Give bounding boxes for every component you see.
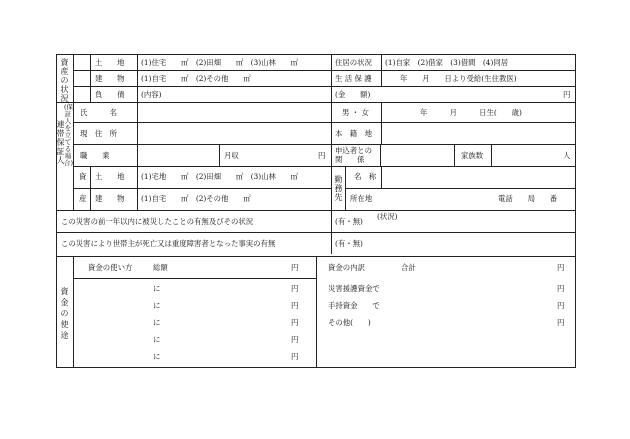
debt-content: (内容): [141, 90, 162, 99]
land-value: (1)住宅 ㎡ (2)田畑 ㎡ (3)山林 ㎡: [141, 58, 299, 67]
usage-ni-4: に: [153, 335, 161, 344]
job-label: 職 業: [80, 151, 110, 160]
sum-yen: 円: [557, 263, 565, 272]
disaster-q1-status: (状況): [377, 212, 398, 221]
usage-yen-2: 円: [291, 301, 299, 310]
relation-label: 申込者との関 係: [335, 146, 372, 164]
breakdown-header: 資金の内訳: [328, 263, 365, 272]
usage-yen-4: 円: [291, 335, 299, 344]
usage-ni-3: に: [153, 318, 161, 327]
usage-ni-1: に: [153, 284, 161, 293]
building-label: 建 物: [95, 74, 125, 83]
amount-unit: 円: [563, 90, 571, 99]
guarantor-vertical-label: 連帯保証人: [56, 120, 65, 165]
usage-yen-1: 円: [291, 284, 299, 293]
guarantor-building-label: 建 物: [95, 194, 125, 203]
total-yen: 円: [291, 263, 299, 272]
welfare-value: 年 月 日より受給(生住教医): [400, 74, 517, 83]
debt-label: 負 債: [95, 90, 125, 99]
guarantor-land-label: 土 地: [95, 172, 125, 181]
birth-label: 年 月 日生( 歳): [420, 108, 522, 117]
guarantor-sub-label: (保証人を立てる場合): [64, 103, 74, 167]
domicile-label: 本 籍 地: [335, 129, 372, 138]
usage-yen-5: 円: [291, 352, 299, 361]
funds-vertical-label: 資金の使途: [60, 287, 69, 340]
guarantor-land-value: (1)宅地 ㎡ (2)田畑 ㎡ (3)山林 ㎡: [141, 172, 299, 181]
source-other-yen: 円: [557, 318, 565, 327]
source-own-yen: 円: [557, 301, 565, 310]
disaster-q2-answer: (有・無): [335, 239, 363, 248]
sex-label: 男 ・ 女: [342, 108, 369, 117]
usage-ni-5: に: [153, 352, 161, 361]
assets-vertical-label: 資産の状況: [60, 58, 69, 103]
housing-options: (1)自家 (2)借家 (3)借間 (4)同居: [385, 58, 509, 67]
disaster-q1: この災害の前一年以内に被災したことの有無及びその状況: [61, 217, 254, 226]
amount-label: (金 額): [335, 90, 371, 99]
source-disaster-fund: 災害援護資金で: [328, 284, 380, 293]
phone-label: 電話 局 番: [498, 194, 558, 203]
family-unit: 人: [563, 151, 571, 160]
total-label: 総額: [153, 263, 168, 272]
building-value: (1)自宅 ㎡ (2)その他 ㎡: [141, 74, 251, 83]
sum-label: 合計: [401, 263, 416, 272]
workplace-vertical-label: 勤務先: [334, 175, 343, 202]
family-label: 家族数: [461, 151, 484, 160]
usage-yen-3: 円: [291, 318, 299, 327]
housing-label: 住居の状況: [335, 58, 372, 67]
workplace-location-label: 所在地: [350, 194, 373, 203]
disaster-q2: この災害により世帯主が死亡又は重度障害者となった事実の有無: [61, 239, 276, 248]
source-other: その他( ): [328, 318, 371, 327]
address-label: 現 住 所: [80, 129, 117, 138]
guarantor-building-value: (1)自宅 ㎡ (2)その他 ㎡: [141, 194, 251, 203]
guarantor-asset-label-2: 産: [79, 194, 87, 203]
disaster-q1-answer: (有・無): [335, 217, 363, 226]
income-unit: 円: [318, 151, 326, 160]
usage-ni-2: に: [153, 301, 161, 310]
usage-header: 資金の使い方: [88, 263, 133, 272]
land-label: 土 地: [95, 58, 125, 67]
source-own-fund: 手持資金 で: [328, 301, 380, 310]
source-disaster-yen: 円: [557, 284, 565, 293]
guarantor-asset-label-1: 資: [79, 172, 87, 181]
welfare-label: 生 活 保 護: [335, 74, 372, 83]
income-label: 月収: [224, 151, 239, 160]
workplace-name-label: 名 称: [354, 172, 377, 181]
name-label: 氏 名: [80, 108, 117, 117]
